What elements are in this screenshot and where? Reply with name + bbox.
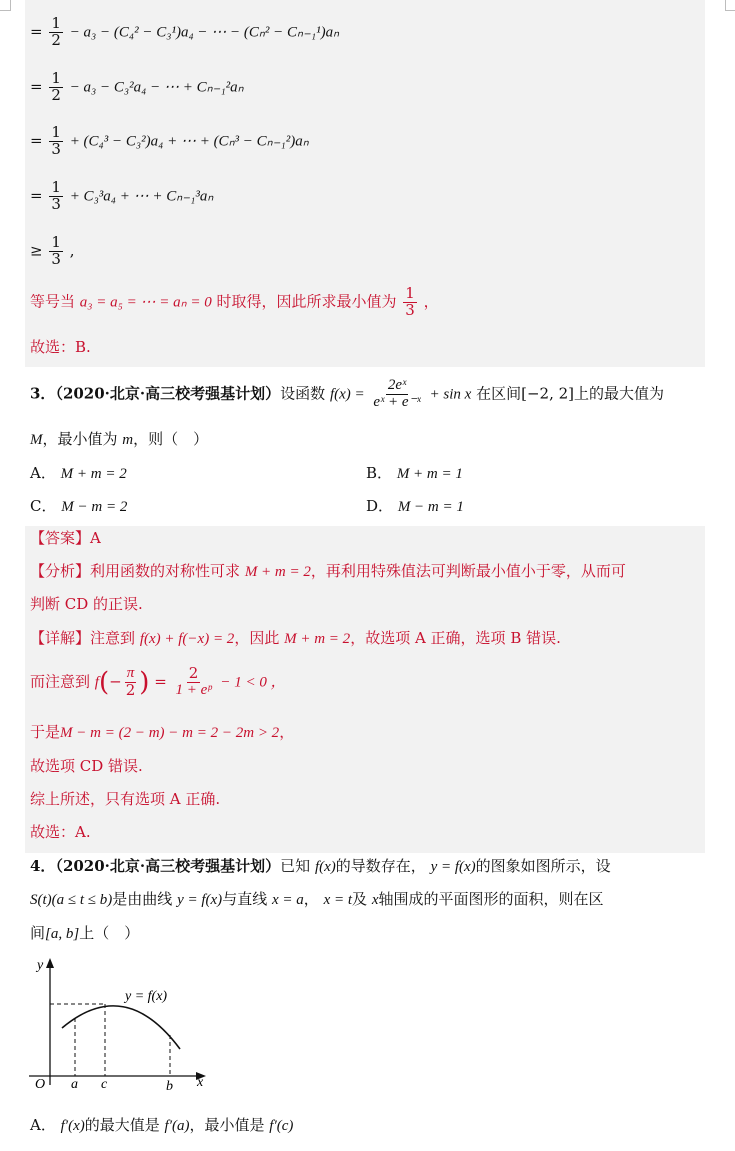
derivation-line-5: ≥ $\frac{1}{3}$ , xyxy=(30,233,75,268)
answer-previous: 故选：B. xyxy=(30,338,91,356)
q3-option-b[interactable]: B． M + m = 1 xyxy=(366,464,463,482)
q3-stem-line-2: M，最小值为 m，则（ ） xyxy=(30,430,209,448)
y-axis-arrow xyxy=(46,958,54,968)
fraction: $\frac{1}{2}$ xyxy=(51,14,61,49)
fraction: $\frac{1}{3}$ xyxy=(51,123,61,158)
q3-detail: 【详解】注意到 f(x) + f(−x) = 2，因此 M + m = 2，故选项 A 正确，选项 B 错误. xyxy=(30,629,561,647)
x-axis-label: x xyxy=(197,1075,204,1090)
y-axis-label: y xyxy=(37,958,44,973)
derivation-line-3: = $\frac{1}{3}$ + (C₄³ − C₃²)a₄ + ⋯ + (Cₙ³ − Cₙ₋₁²)aₙ xyxy=(30,123,309,158)
q3-answer: 【答案】A xyxy=(30,529,101,547)
fraction: $\frac{\text{2eˣ}}{\text{eˣ + e⁻ˣ}}$ xyxy=(373,377,421,410)
q3-cd-wrong: 故选项 CD 错误. xyxy=(30,757,143,775)
curve-label: y = f(x) xyxy=(125,989,168,1004)
q3-stem-line-1: 3．（2020·北京·高三校考强基计划）设函数 f(x) = $\frac{\text{2eˣ}}{\text{eˣ + e⁻ˣ}}$ + sin x 在区间[−2, 2]上的最大值为 xyxy=(30,377,665,410)
tick-a-label: a xyxy=(71,1077,78,1092)
q3-option-a[interactable]: A． M + m = 2 xyxy=(30,464,127,482)
fraction: $\frac{\pi}{2}$ xyxy=(125,665,136,699)
function-graph xyxy=(25,955,225,1103)
curve xyxy=(62,1006,180,1049)
tick-b-label: b xyxy=(166,1079,173,1094)
q3-summary: 综上所述，只有选项 A 正确. xyxy=(30,790,221,808)
equality-condition: 等号当 a₃ = a₅ = ⋯ = aₙ = 0 时取得，因此所求最小值为 $\frac{1}{3}$ ， xyxy=(30,284,439,319)
q3-number: 3． xyxy=(30,384,56,403)
corner-mark-left xyxy=(0,0,11,11)
q3-final: 故选：A. xyxy=(30,823,91,841)
q4-stem-line-1: 4．（2020·北京·高三校考强基计划）已知 f(x)的导数存在， y = f(x)的图象如图所示，设 xyxy=(30,857,611,875)
tick-c-label: c xyxy=(101,1077,108,1092)
q3-analysis-line-1: 【分析】利用函数的对称性可求 M + m = 2，再利用特殊值法可判断最小值小于零，从而可 xyxy=(30,562,626,580)
fraction: $\frac{1}{3}$ xyxy=(51,233,61,268)
q4-number: 4． xyxy=(30,857,56,875)
fraction: $\frac{1}{3}$ xyxy=(51,178,61,213)
q3-source: （2020·北京·高三校考强基计划） xyxy=(55,384,281,403)
fraction: $\frac{1}{2}$ xyxy=(51,69,61,104)
derivation-line-2: = $\frac{1}{2}$ − a₃ − C₃²a₄ − ⋯ + Cₙ₋₁²aₙ xyxy=(30,69,244,104)
derivation-line-1: = $\frac{1}{2}$ − a₃ − (C₄² − C₃¹)a₄ − ⋯ − (Cₙ² − Cₙ₋₁¹)aₙ xyxy=(30,14,340,49)
q3-note: 而注意到 f(− $\frac{\pi}{2}$ ) = $\frac{2}{\text{1 + eᵖ}}$ − 1 < 0 ， xyxy=(30,664,286,699)
q3-option-c[interactable]: C． M − m = 2 xyxy=(30,497,128,515)
origin-label: O xyxy=(35,1077,46,1092)
fraction: $\frac{1}{3}$ xyxy=(405,284,415,319)
q3-analysis-line-2: 判断 CD 的正误. xyxy=(30,595,143,613)
q3-so: 于是M − m = (2 − m) − m = 2 − 2m > 2， xyxy=(30,723,295,741)
q4-source: （2020·北京·高三校考强基计划） xyxy=(55,857,281,875)
corner-mark-right xyxy=(725,0,735,11)
fraction: $\frac{2}{\text{1 + eᵖ}}$ xyxy=(175,664,212,698)
q4-stem-line-3: 间[a, b]上（ ） xyxy=(30,924,140,942)
derivation-line-4: = $\frac{1}{3}$ + C₃³a₄ + ⋯ + Cₙ₋₁³aₙ xyxy=(30,178,214,213)
q3-option-d[interactable]: D． M − m = 1 xyxy=(366,497,464,515)
q4-stem-line-2: S(t)(a ≤ t ≤ b)是由曲线 y = f(x)与直线 x = a， x = t及 x轴围成的平面图形的面积，则在区 xyxy=(30,890,604,908)
q4-option-a[interactable]: A． f′(x)的最大值是 f′(a)，最小值是 f′(c) xyxy=(30,1116,294,1134)
